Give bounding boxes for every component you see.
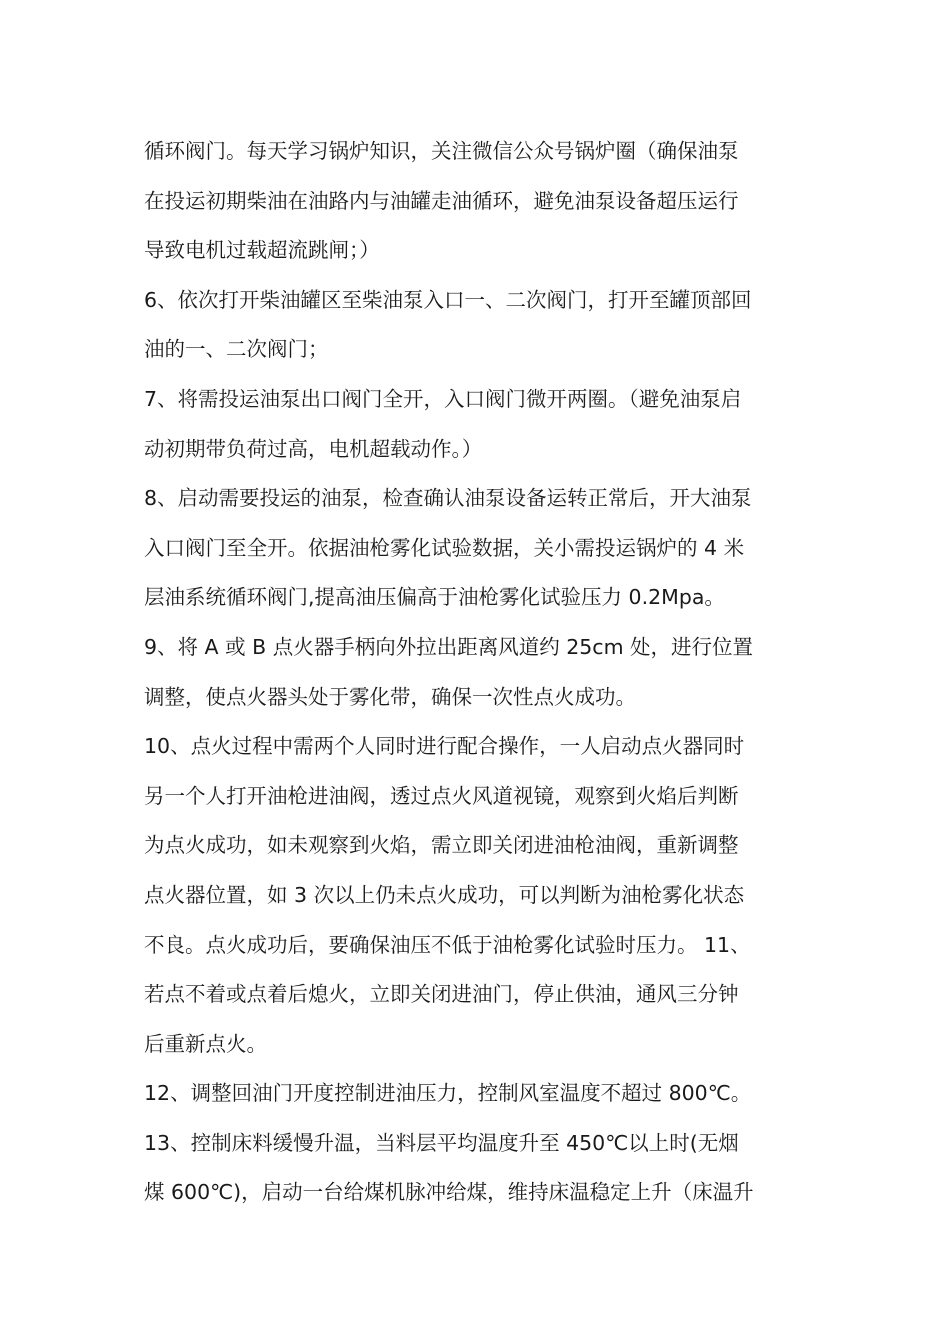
text-line: 7、将需投运油泵出口阀门全开，入口阀门微开两圈。（避免油泵启 bbox=[144, 386, 742, 411]
text-line: 油的一、二次阀门； bbox=[144, 337, 329, 362]
body-text bbox=[144, 127, 814, 1218]
text-line: 另一个人打开油枪进油阀，透过点火风道视镜，观察到火焰后判断 bbox=[144, 783, 739, 808]
text-line: 煤 600℃)，启动一台给煤机脉冲给煤，维持床温稳定上升（床温升 bbox=[144, 1180, 754, 1205]
text-line: 后重新点火。 bbox=[144, 1031, 267, 1056]
text-line: 导致电机过载超流跳闸；） bbox=[144, 238, 380, 263]
text-line: 循环阀门。每天学习锅炉知识，关注微信公众号锅炉圈（确保油泵 bbox=[144, 139, 739, 163]
text-line: 调整，使点火器头处于雾化带，确保一次性点火成功。 bbox=[144, 684, 636, 709]
text-line: 10、点火过程中需两个人同时进行配合操作，一人启动点火器同时 bbox=[144, 734, 745, 759]
text-line: 在投运初期柴油在油路内与油罐走油循环，避免油泵设备超压运行 bbox=[144, 188, 739, 213]
text-line: 9、将 A 或 B 点火器手柄向外拉出距离风道约 25cm 处，进行位置 bbox=[144, 634, 754, 659]
text-line: 层油系统循环阀门,提高油压偏高于油枪雾化试验压力 0.2Mpa。 bbox=[144, 585, 725, 610]
text-line: 13、控制床料缓慢升温，当料层平均温度升至 450℃以上时(无烟 bbox=[144, 1130, 739, 1155]
text-line: 为点火成功，如未观察到火焰，需立即关闭进油枪油阀，重新调整 bbox=[144, 833, 739, 858]
text-line: 6、依次打开柴油罐区至柴油泵入口一、二次阀门，打开至罐顶部回 bbox=[144, 287, 752, 312]
text-line: 点火器位置，如 3 次以上仍未点火成功，可以判断为油枪雾化状态 bbox=[144, 882, 745, 907]
text-line: 12、调整回油门开度控制进油压力，控制风室温度不超过 800℃。 bbox=[144, 1081, 752, 1106]
text-line: 若点不着或点着后熄火，立即关闭进油门，停止供油，通风三分钟 bbox=[144, 982, 739, 1007]
text-line: 不良。点火成功后，要确保油压不低于油枪雾化试验时压力。 11、 bbox=[144, 932, 751, 957]
text-line: 8、启动需要投运的油泵，检查确认油泵设备运转正常后，开大油泵 bbox=[144, 486, 752, 511]
text-line: 动初期带负荷过高，电机超载动作。） bbox=[144, 436, 483, 461]
text-line: 入口阀门至全开。依据油枪雾化试验数据，关小需投运锅炉的 4 米 bbox=[144, 535, 745, 560]
